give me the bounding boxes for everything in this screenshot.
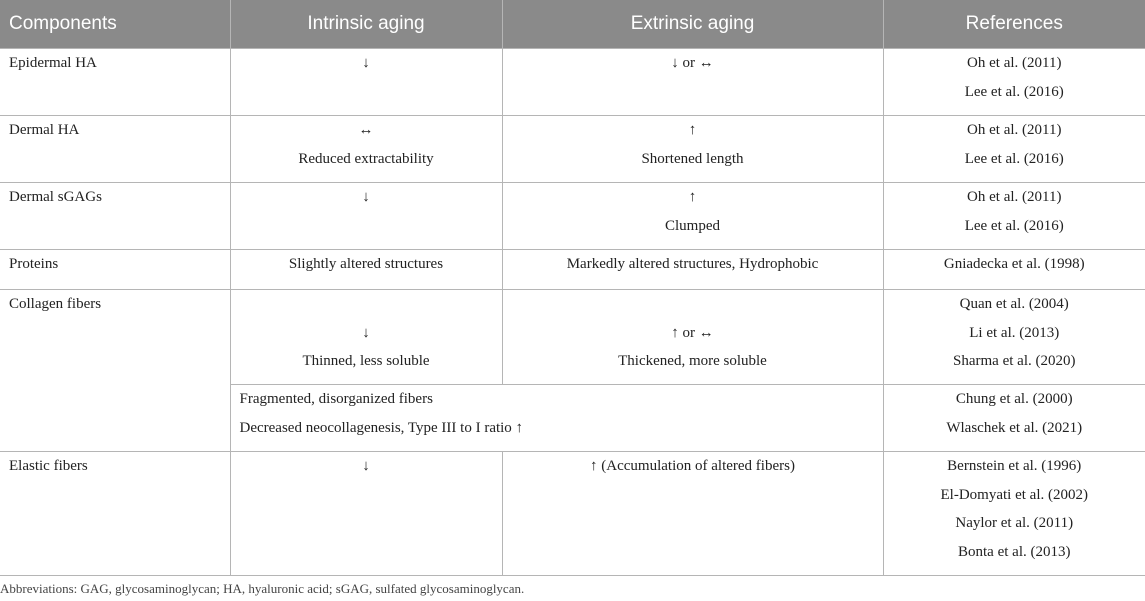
intrinsic-cell: ↓ (230, 49, 502, 116)
reference: Bernstein et al. (1996) (947, 458, 1082, 474)
reference: Sharma et al. (2020) (953, 353, 1076, 369)
row-elastic-fibers (0, 452, 1145, 576)
reference: Lee et al. (2016) (964, 217, 1064, 234)
component-cell: Elastic fibers (0, 452, 230, 576)
reference: Lee et al. (2016) (964, 83, 1064, 100)
reference: Quan et al. (2004) (959, 296, 1069, 312)
reference: Wlaschek et al. (2021) (946, 419, 1083, 436)
extrinsic-cell: ↑ Shortened length (502, 116, 883, 183)
references-cell (883, 290, 1145, 385)
references-cell (883, 183, 1145, 250)
reference: Lee et al. (2016) (964, 150, 1064, 167)
row-dermal-ha (0, 116, 1145, 183)
header-intrinsic-aging: Intrinsic aging (230, 0, 502, 49)
intrinsic-cell: ↔ Reduced extractability (230, 116, 502, 183)
extrinsic-cell: ↑ (Accumulation of altered fibers) (502, 452, 883, 576)
references-cell (883, 49, 1145, 116)
component-cell: Epidermal HA (0, 49, 230, 116)
reference: Chung et al. (2000) (955, 391, 1073, 407)
reference: Li et al. (2013) (969, 324, 1060, 341)
reference: Oh et al. (2011) (967, 189, 1062, 205)
row-collagen-fibers (0, 290, 1145, 385)
header-references: References (883, 0, 1145, 49)
reference: El-Domyati et al. (2002) (940, 486, 1088, 503)
component-cell: Dermal sGAGs (0, 183, 230, 250)
shared-aging-cell: Fragmented, disorganized fibers Decreased neocollagenesis, Type III to I ratio ↑ (230, 385, 883, 452)
intrinsic-cell: ↓ Thinned, less soluble (230, 290, 502, 385)
component-cell: Dermal HA (0, 116, 230, 183)
reference: Oh et al. (2011) (967, 55, 1062, 71)
intrinsic-cell: ↓ (230, 452, 502, 576)
extrinsic-cell: Markedly altered structures, Hydrophobic (502, 250, 883, 290)
intrinsic-cell: Slightly altered structures (230, 250, 502, 290)
reference: Gniadecka et al. (1998) (943, 256, 1085, 272)
header-components: Components (0, 0, 230, 49)
reference: Oh et al. (2011) (967, 122, 1062, 138)
intrinsic-cell: ↓ (230, 183, 502, 250)
references-cell (883, 250, 1145, 290)
references-cell (883, 116, 1145, 183)
header-row (0, 0, 1145, 49)
component-cell: Proteins (0, 250, 230, 290)
component-cell: Collagen fibers (0, 290, 230, 452)
row-epidermal-ha (0, 49, 1145, 116)
references-cell (883, 385, 1145, 452)
reference: Bonta et al. (2013) (958, 543, 1071, 560)
abbreviations-footnote: Abbreviations: GAG, glycosaminoglycan; HA, hyaluronic acid; sGAG, sulfated glycosaminoglycan. (0, 581, 525, 596)
reference: Naylor et al. (2011) (955, 515, 1074, 531)
header-extrinsic-aging: Extrinsic aging (502, 0, 883, 49)
extrinsic-cell: ↑ or ↔ Thickened, more soluble (502, 290, 883, 385)
extrinsic-cell: ↓ or ↔ (502, 49, 883, 116)
extrinsic-cell: ↑ Clumped (502, 183, 883, 250)
row-dermal-sgags (0, 183, 1145, 250)
references-cell (883, 452, 1145, 576)
row-proteins (0, 250, 1145, 290)
